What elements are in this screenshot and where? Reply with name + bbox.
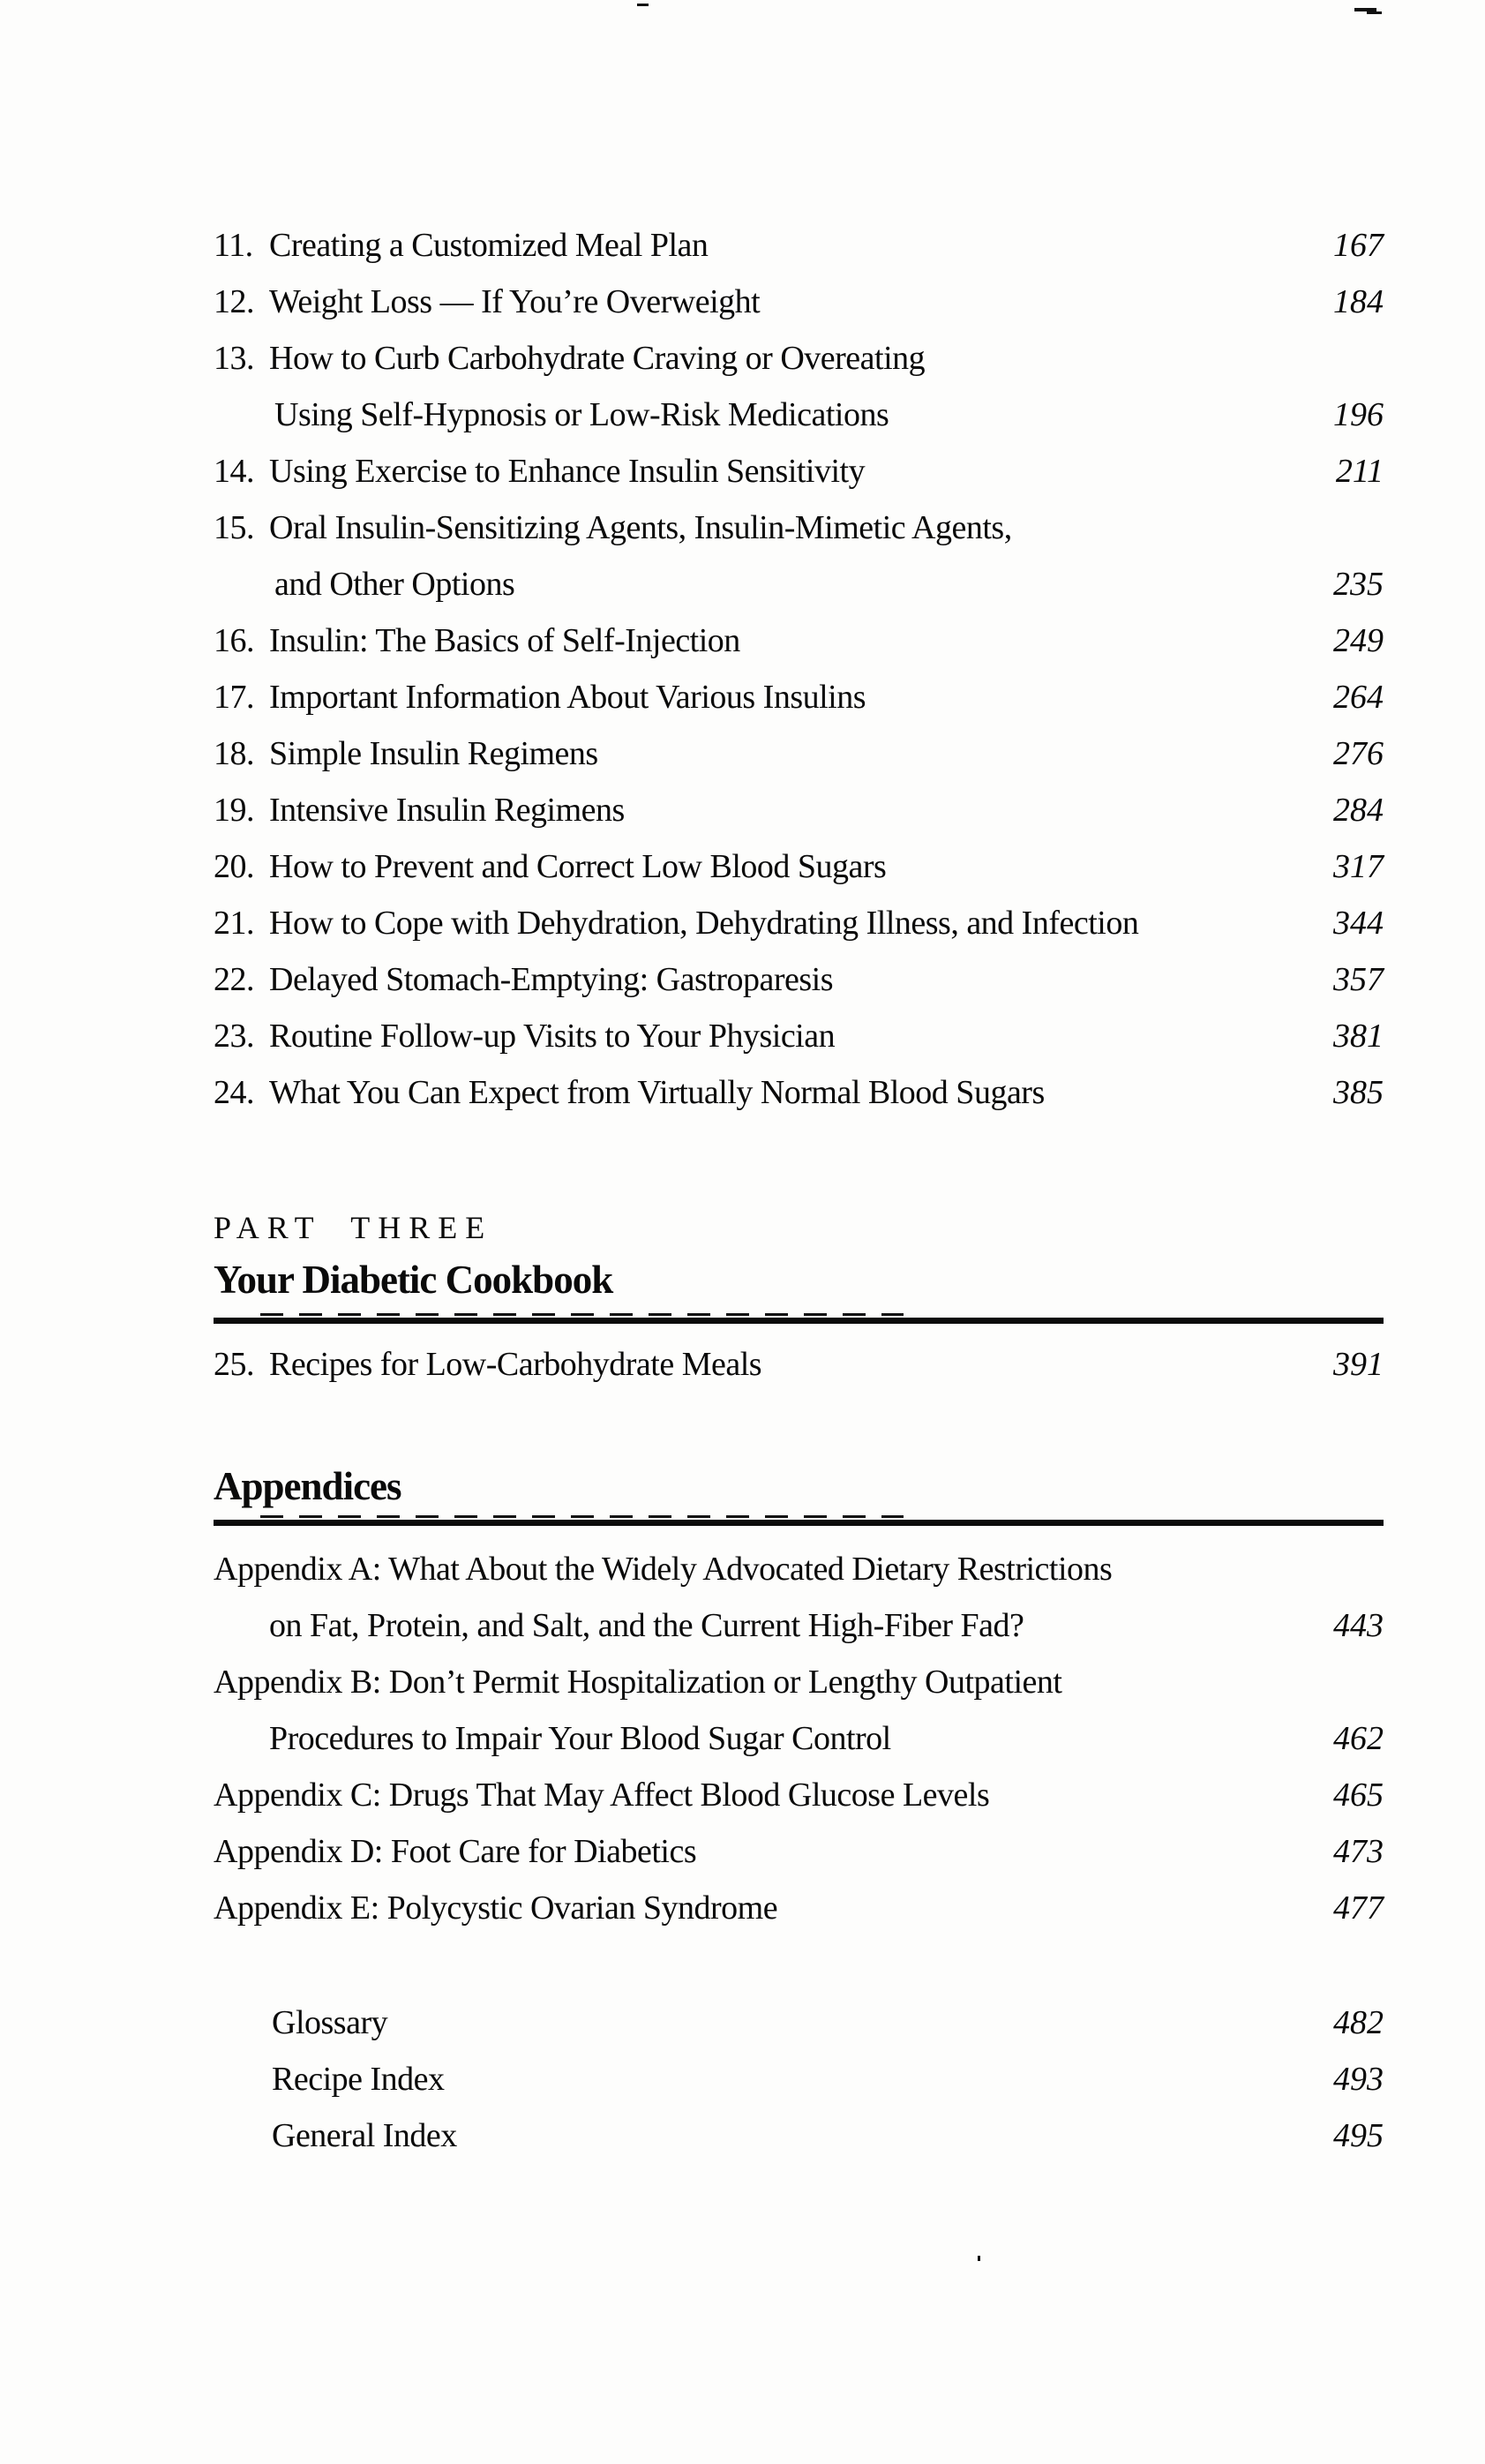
page-number: 493 [1333,2061,1384,2098]
page-number: 482 [1333,2004,1384,2041]
entry-title: on Fat, Protein, and Salt, and the Current High-Fiber Fad? [269,1607,1024,1644]
page-number: 317 [1333,848,1384,885]
entry-title: Appendix E: Polycystic Ovarian Syndrome [214,1889,778,1927]
back-matter-list [214,1994,1384,2164]
entry-title: Appendix C: Drugs That May Affect Blood Glucose Levels [214,1777,990,1814]
entry-title: Weight Loss — If You’re Overweight [269,283,761,320]
entry-title: Insulin: The Basics of Self-Injection [269,622,740,659]
toc-entry-row [214,2051,1384,2107]
toc-entry-row [214,274,1384,330]
toc-entry-row [214,330,1384,387]
page-number: 276 [1333,735,1384,772]
toc-entry-row [214,1994,1384,2051]
toc-entry-row [214,2107,1384,2164]
toc-content [214,0,1384,2164]
chapter-number: 23. [214,1018,254,1055]
toc-entry-row [214,1541,1384,1597]
chapter-number: 12. [214,283,254,320]
part-title: Your Diabetic Cookbook [214,1258,613,1302]
entry-title: How to Prevent and Correct Low Blood Sugars [269,848,887,885]
chapter-number: 20. [214,848,254,885]
entry-title: Simple Insulin Regimens [269,735,598,772]
entry-title: Using Self-Hypnosis or Low-Risk Medications [274,396,889,433]
page-number: 462 [1333,1720,1384,1757]
entry-title: How to Cope with Dehydration, Dehydrating Illness, and Infection [269,905,1139,942]
chapter-list-cookbook [214,1336,1384,1393]
toc-entry-row [214,556,1384,612]
entry-title: Glossary [272,2004,388,2041]
chapter-number: 11. [214,227,253,264]
entry-title: Appendix B: Don’t Permit Hospitalization or Lengthy Outpatient [214,1664,1062,1701]
appendices-heading: Appendices [214,1464,401,1508]
page-number: 495 [1333,2117,1384,2154]
entry-title: How to Curb Carbohydrate Craving or Overeating [269,340,926,377]
page-number: 344 [1333,905,1384,942]
page-number: 211 [1335,453,1384,490]
toc-entry-row [214,838,1384,895]
entry-title: Important Information About Various Insulins [269,679,866,716]
part-kicker: PART THREE [214,1210,493,1245]
chapter-number: 22. [214,961,254,998]
toc-entry-row [214,443,1384,500]
entry-title: Procedures to Impair Your Blood Sugar Control [269,1720,891,1757]
page-number: 381 [1333,1018,1384,1055]
toc-entry-row [214,1597,1384,1654]
chapter-number: 21. [214,905,254,942]
entry-title: Appendix A: What About the Widely Advocated Dietary Restrictions [214,1551,1113,1588]
toc-entry-row [214,1880,1384,1936]
chapter-number: 13. [214,340,254,377]
toc-entry-row [214,1823,1384,1880]
toc-entry-row [214,725,1384,782]
entry-title: Appendix D: Foot Care for Diabetics [214,1833,697,1870]
page-number: 264 [1333,679,1384,716]
entry-title: Intensive Insulin Regimens [269,792,625,829]
entry-title: and Other Options [274,566,515,603]
scan-artifact-dot [978,2256,980,2261]
page-number: 249 [1333,622,1384,659]
page-number: 357 [1333,961,1384,998]
toc-entry-row [214,1064,1384,1121]
chapter-number: 18. [214,735,254,772]
page-number: 385 [1333,1074,1384,1111]
page-number: 196 [1333,396,1384,433]
page-number: 184 [1333,283,1384,320]
chapter-number: 15. [214,509,254,546]
toc-entry-row [214,1767,1384,1823]
toc-entry-row [214,1710,1384,1767]
toc-entry-row [214,951,1384,1008]
toc-entry-row [214,1008,1384,1064]
page-number: 465 [1333,1777,1384,1814]
section-rule [214,1318,1384,1324]
entry-title: Recipe Index [272,2061,445,2098]
page-number: 167 [1333,227,1384,264]
page-number: 235 [1333,566,1384,603]
entry-title: Recipes for Low-Carbohydrate Meals [269,1346,762,1383]
toc-entry-row [214,669,1384,725]
toc-entry-row [214,500,1384,556]
chapter-number: 17. [214,679,254,716]
page-number: 473 [1333,1833,1384,1870]
entry-title: General Index [272,2117,457,2154]
chapter-number: 24. [214,1074,254,1111]
section-rule [214,1520,1384,1526]
toc-entry-row [214,782,1384,838]
page-number: 391 [1333,1346,1384,1383]
page-number: 284 [1333,792,1384,829]
page-number: 443 [1333,1607,1384,1644]
entry-title: Oral Insulin-Sensitizing Agents, Insulin-Mimetic Agents, [269,509,1012,546]
entry-title: Using Exercise to Enhance Insulin Sensitivity [269,453,866,490]
toc-entry-row [214,612,1384,669]
page-number: 477 [1333,1889,1384,1927]
toc-entry-row [214,387,1384,443]
toc-entry-row [214,895,1384,951]
toc-entry-row [214,1654,1384,1710]
entry-title: What You Can Expect from Virtually Normal Blood Sugars [269,1074,1045,1111]
chapter-number: 14. [214,453,254,490]
chapter-number: 19. [214,792,254,829]
toc-entry-row [214,217,1384,274]
entry-title: Creating a Customized Meal Plan [269,227,709,264]
toc-entry-row [214,1336,1384,1393]
appendix-list [214,1541,1384,1936]
chapter-list-part-two [214,217,1384,1121]
entry-title: Delayed Stomach-Emptying: Gastroparesis [269,961,834,998]
chapter-number: 25. [214,1346,254,1383]
entry-title: Routine Follow-up Visits to Your Physician [269,1018,836,1055]
chapter-number: 16. [214,622,254,659]
